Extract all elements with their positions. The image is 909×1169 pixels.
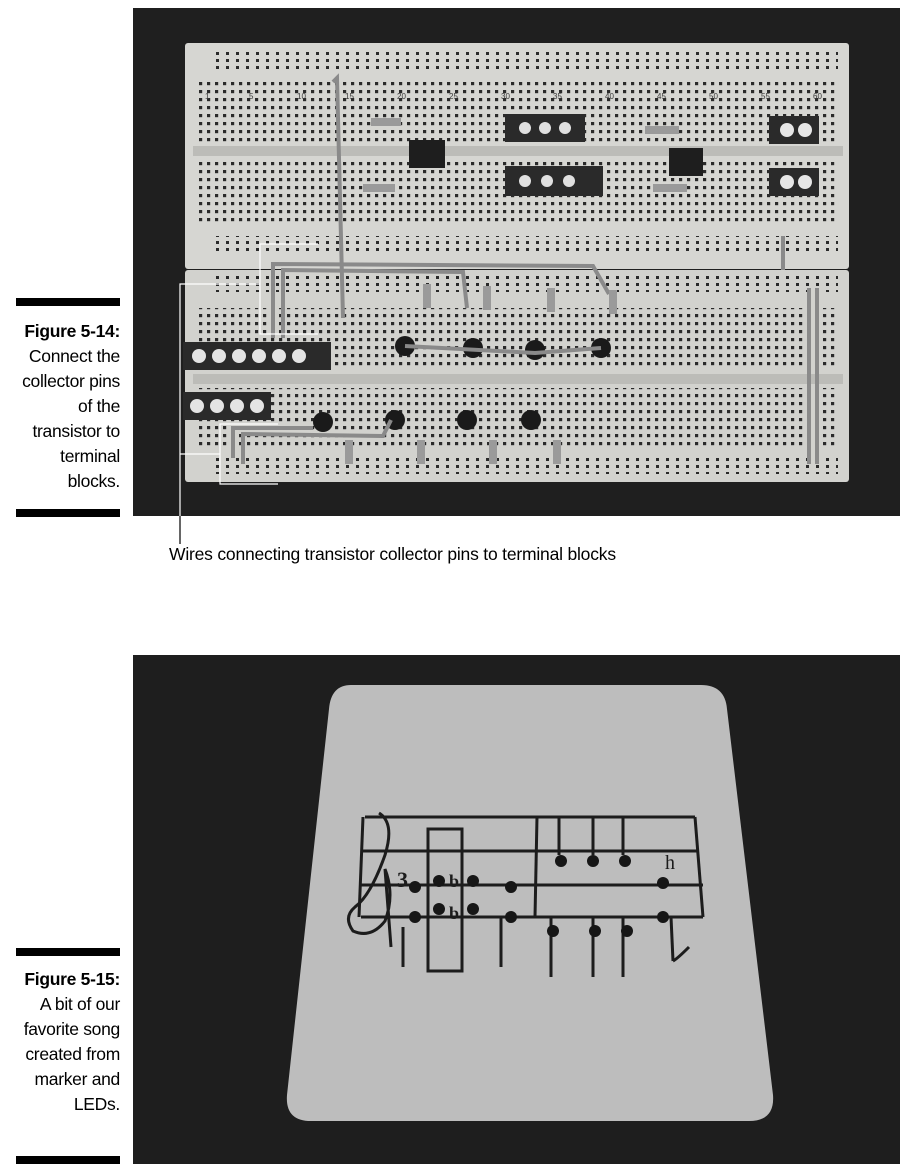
- column-number: 15: [345, 92, 354, 101]
- caption-rule-bottom: [16, 509, 120, 517]
- caption-rule-top: [16, 948, 120, 956]
- column-number: 45: [657, 92, 666, 101]
- flat-symbol: b: [449, 903, 460, 923]
- flat-symbol: b: [449, 871, 460, 891]
- column-number: 55: [761, 92, 770, 101]
- caption-rule-top: [16, 298, 120, 306]
- figure-label: Figure 5-15:: [24, 969, 120, 989]
- column-number: 40: [605, 92, 614, 101]
- figure-caption-text: Connect the collector pins of the transistor to terminal blocks.: [22, 346, 120, 491]
- figure-caption-5-14: [8, 319, 120, 494]
- figure-callout-text: Wires connecting transistor collector pins to terminal blocks: [169, 544, 616, 564]
- figure-label: Figure 5-14:: [24, 321, 120, 341]
- sheet-music-board-photo: [133, 655, 900, 1164]
- time-signature: 3: [397, 867, 408, 892]
- column-number: 30: [501, 92, 510, 101]
- column-number: 10: [297, 92, 306, 101]
- column-number: 25: [449, 92, 458, 101]
- breadboard-illustration: [133, 8, 900, 516]
- figure-caption-5-15: [8, 967, 120, 1117]
- column-number: 50: [709, 92, 718, 101]
- column-number: 1: [205, 92, 210, 101]
- column-number: 35: [553, 92, 562, 101]
- natural-symbol: h: [665, 852, 675, 874]
- column-number: 5: [249, 92, 254, 101]
- column-number: 20: [397, 92, 406, 101]
- figure-caption-text: A bit of our favorite song created from marker and LEDs.: [23, 994, 120, 1114]
- breadboard-photo: [133, 8, 900, 516]
- caption-rule-bottom: [16, 1156, 120, 1164]
- column-number: 60: [813, 92, 822, 101]
